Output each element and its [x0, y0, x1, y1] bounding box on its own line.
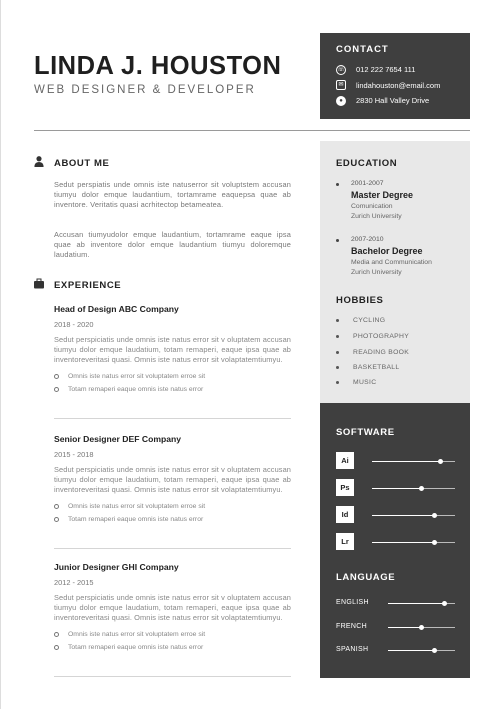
bullet-icon [336, 381, 339, 384]
bullet-circle-icon [54, 632, 59, 637]
bullet-icon [336, 335, 339, 338]
job-dates: 2012 - 2015 [54, 578, 94, 587]
skill-bar-knob [432, 513, 437, 518]
bullet-icon [336, 183, 339, 186]
job-dates: 2018 - 2020 [54, 320, 94, 329]
job-entry-3 [54, 562, 291, 651]
skill-bar-fill [372, 488, 422, 489]
language-title: LANGUAGE [336, 572, 396, 583]
language-item-french [336, 623, 456, 633]
language-item-spanish [336, 646, 456, 656]
about-paragraph-2: Accusan tiumyudolor emque laudantium, tortamrame eaque ipsa quae ab inventore dolor emque laudantium tiumyu doloremque laudatium. [54, 230, 291, 259]
skill-bar-fill [372, 515, 434, 516]
bullet-icon [336, 319, 339, 322]
job-description: Sedut perspiciatis unde omnis iste natus error sit v oluptatem accusan tiumyu dolor emque laudatium, totam remaperi, eaque ipsa quae ab inventoreveritasi quasi. Omnis iste natus error sit volaptatemtiumyu. [54, 335, 291, 364]
contact-phone [336, 62, 470, 78]
contact-box [320, 33, 470, 119]
job-bullet [54, 386, 291, 393]
education-item-2 [336, 236, 432, 276]
about-paragraph-1: Sedut perspiatis unde omnis iste natuserror sit voluptstem accusan tiumyu dolor emque laudantium, tortamrame eaquepsa quae ab inventore. Veritatis quasi acrhitectop betameatea. [54, 180, 291, 209]
language-bar [388, 650, 455, 651]
software-item-id [336, 506, 456, 523]
language-label: ENGLISH [336, 599, 369, 606]
skill-bar-knob [438, 459, 443, 464]
job-divider [54, 676, 291, 677]
language-bar-fill [388, 650, 435, 651]
hobbies-title: HOBBIES [336, 295, 384, 306]
photoshop-icon: Ps [336, 479, 354, 496]
software-item-lr [336, 533, 456, 550]
hobby-label: MUSIC [353, 379, 377, 386]
experience-title: EXPERIENCE [54, 280, 122, 291]
email-icon: ✉ [336, 80, 346, 90]
illustrator-icon: Ai [336, 452, 354, 469]
language-label: FRENCH [336, 623, 367, 630]
job-bullet-text: Totam remaperi eaque omnis iste natus error [68, 516, 204, 523]
header-divider [34, 130, 470, 131]
skill-bar [372, 461, 455, 462]
education-item-1 [336, 180, 413, 220]
bullet-circle-icon [54, 645, 59, 650]
language-bar-knob [442, 601, 447, 606]
lightroom-icon: Lr [336, 533, 354, 550]
language-bar-fill [388, 627, 422, 628]
hobby-label: PHOTOGRAPHY [353, 333, 410, 340]
resume-name: LINDA J. HOUSTON [34, 52, 282, 80]
skill-bar-knob [419, 486, 424, 491]
language-bar [388, 627, 455, 628]
education-field: Comunication [351, 203, 393, 210]
resume-role: WEB DESIGNER & DEVELOPER [34, 84, 256, 96]
contact-title: CONTACT [336, 44, 389, 55]
language-label: SPANISH [336, 646, 369, 653]
software-item-ai [336, 452, 456, 469]
language-bar [388, 603, 455, 604]
hobby-label: CYCLING [353, 317, 386, 324]
skill-bar-fill [372, 461, 440, 462]
software-item-ps [336, 479, 456, 496]
bullet-circle-icon [54, 374, 59, 379]
skill-bar [372, 488, 455, 489]
contact-email[interactable] [336, 78, 470, 94]
software-title: SOFTWARE [336, 427, 395, 438]
job-bullet-text: Omnis iste natus error sit voluptatem erroe sit [68, 503, 206, 510]
language-bar-fill [388, 603, 445, 604]
education-school: Zurich University [351, 213, 402, 220]
education-degree: Master Degree [351, 190, 414, 200]
location-icon: ● [336, 96, 346, 106]
skill-bar [372, 515, 455, 516]
bullet-icon [336, 351, 339, 354]
bullet-icon [336, 239, 339, 242]
language-bar-knob [419, 625, 424, 630]
person-icon [34, 156, 44, 167]
skill-bar-fill [372, 542, 434, 543]
education-years: 2001-2007 [351, 180, 384, 187]
job-entry-2 [54, 434, 291, 523]
about-title: ABOUT ME [54, 158, 110, 169]
job-bullet-text: Omnis iste natus error sit voluptatem erroe sit [68, 631, 206, 638]
hobby-item [336, 349, 409, 356]
hobby-label: BASKETBALL [353, 364, 400, 371]
hobby-item [336, 379, 376, 386]
briefcase-icon [34, 278, 44, 289]
education-title: EDUCATION [336, 158, 398, 169]
education-degree: Bachelor Degree [351, 246, 423, 256]
hobby-label: READING BOOK [353, 349, 410, 356]
bullet-icon [336, 366, 339, 369]
language-bar-knob [432, 648, 437, 653]
skill-bar-knob [432, 540, 437, 545]
hobby-item [336, 364, 399, 371]
job-bullet [54, 631, 291, 638]
job-title: Head of Design ABC Company [54, 304, 179, 314]
hobby-item [336, 317, 385, 324]
job-bullet [54, 516, 291, 523]
job-title: Senior Designer DEF Company [54, 434, 182, 444]
skill-bar [372, 542, 455, 543]
job-description: Sedut perspiciatis unde omnis iste natus error sit v oluptatem accusan tiumyu dolor emque laudatium, totam remaperi, eaque ipsa quae ab inventoreveritasi quasi. Omnis iste natus error sit volaptatemtiumyu. [54, 465, 291, 494]
job-description: Sedut perspiciatis unde omnis iste natus error sit v oluptatem accusan tiumyu dolor emque laudatium, totam remaperi, eaque ipsa quae ab inventoreveritasi quasi. Omnis iste natus error sit volaptatemtiumyu. [54, 593, 291, 622]
bullet-circle-icon [54, 504, 59, 509]
indesign-icon: Id [336, 506, 354, 523]
contact-address-text: 2830 Hall Valley Drive [356, 96, 430, 106]
job-bullet [54, 503, 291, 510]
hobby-item [336, 333, 409, 340]
job-bullet-text: Totam remaperi eaque omnis iste natus error [68, 386, 204, 393]
job-dates: 2015 - 2018 [54, 450, 94, 459]
contact-email-text[interactable]: lindahouston@email.com [356, 80, 441, 90]
job-title: Junior Designer GHI Company [54, 562, 179, 572]
contact-phone-text: 012 222 7654 111 [356, 65, 416, 75]
job-divider [54, 418, 291, 419]
education-school: Zurich University [351, 269, 402, 276]
bullet-circle-icon [54, 387, 59, 392]
language-item-english [336, 599, 456, 609]
education-field: Media and Communication [351, 259, 432, 266]
job-bullet [54, 373, 291, 380]
phone-icon: ☏ [337, 66, 345, 73]
job-bullet [54, 644, 291, 651]
job-entry-1 [54, 304, 291, 393]
education-years: 2007-2010 [351, 236, 384, 243]
job-bullet-text: Omnis iste natus error sit voluptatem erroe sit [68, 373, 206, 380]
bullet-circle-icon [54, 517, 59, 522]
contact-address [336, 93, 470, 109]
job-divider [54, 548, 291, 549]
job-bullet-text: Totam remaperi eaque omnis iste natus error [68, 644, 204, 651]
